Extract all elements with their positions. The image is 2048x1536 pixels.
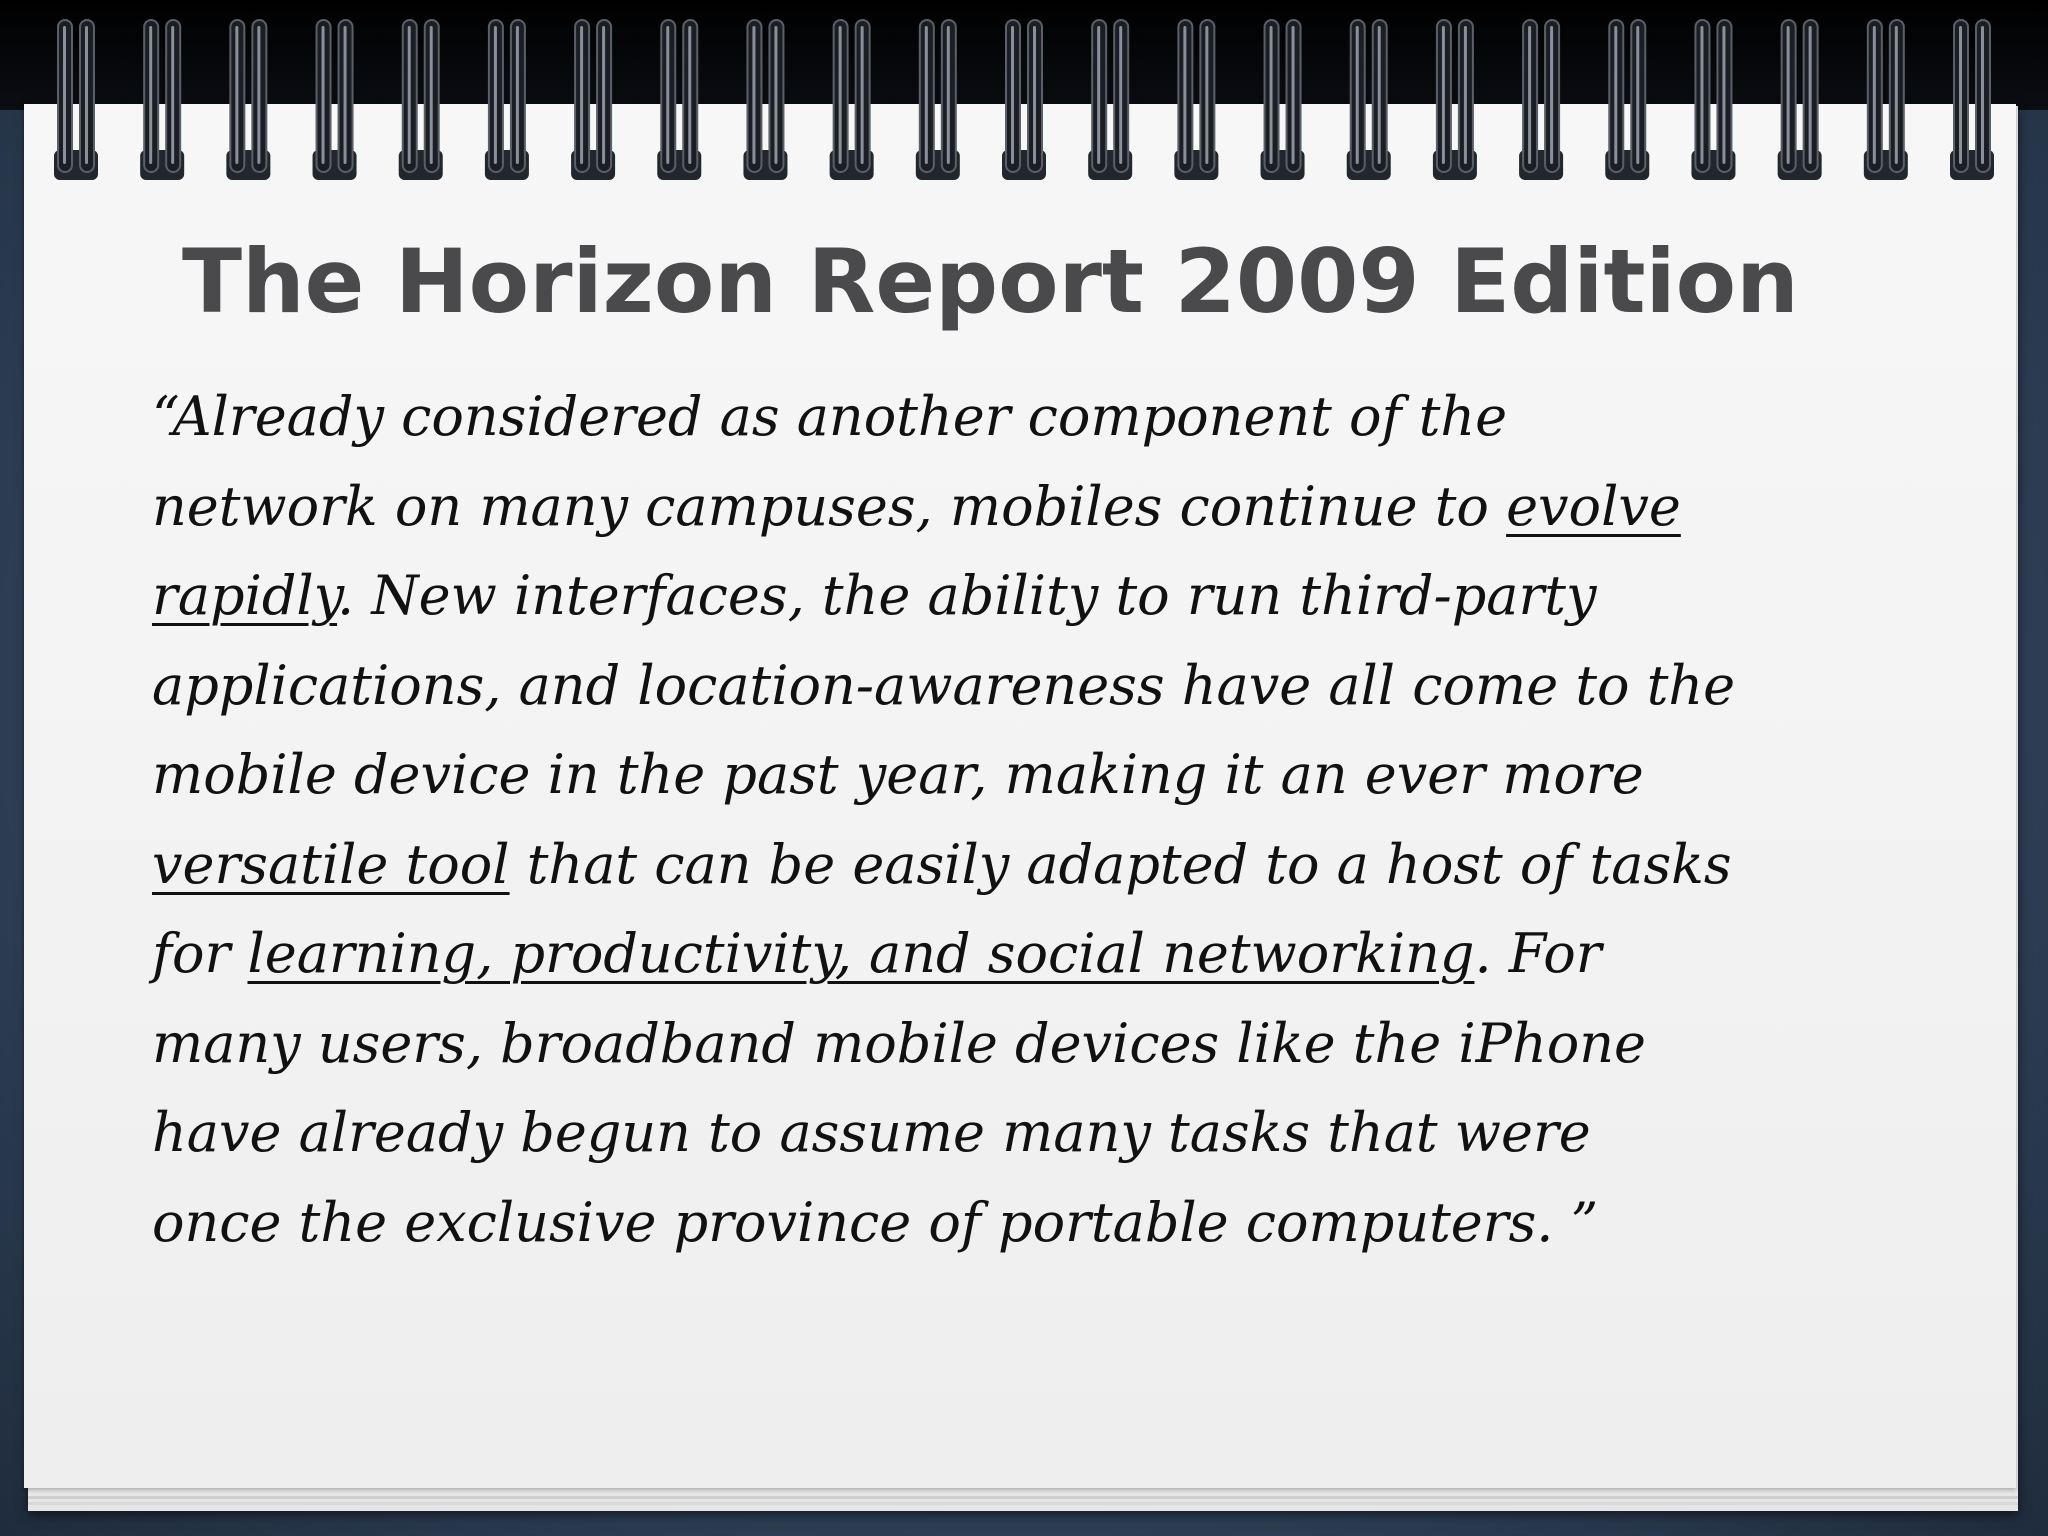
- binding-ring-icon: [571, 20, 615, 180]
- quote-text: have already begun to assume many tasks that were: [152, 1101, 1591, 1164]
- binding-ring-icon: [1519, 20, 1563, 180]
- quote-text: . For: [1474, 922, 1602, 985]
- quote-text: for: [152, 922, 248, 985]
- binding-ring-icon: [485, 20, 529, 180]
- quote-text: once the exclusive province of portable computers. ”: [152, 1190, 1599, 1254]
- binding-ring-icon: [226, 20, 270, 180]
- quote-text: mobile device in the past year, making it an ever more: [152, 743, 1644, 806]
- binding-ring-icon: [1002, 20, 1046, 180]
- quote-body: [152, 372, 1952, 1267]
- quote-line: [152, 1178, 1952, 1268]
- binding-ring-icon: [1174, 20, 1218, 180]
- underlined-phrase: evolve: [1506, 474, 1681, 538]
- underlined-phrase: versatile tool: [152, 832, 510, 896]
- binding-ring-icon: [1605, 20, 1649, 180]
- quote-text: . New interfaces, the ability to run third-party: [337, 564, 1597, 627]
- quote-line: [152, 1088, 1952, 1178]
- quote-line: [152, 372, 1952, 462]
- quote-line: [152, 730, 1952, 820]
- binding-ring-icon: [916, 20, 960, 180]
- binding-ring-icon: [313, 20, 357, 180]
- quote-line: [152, 641, 1952, 731]
- binding-ring-icon: [1347, 20, 1391, 180]
- underlined-phrase: learning, productivity, and social networking: [247, 922, 1475, 985]
- quote-text: network on many campuses, mobiles continue to: [152, 474, 1507, 538]
- binding-ring-icon: [1261, 20, 1305, 180]
- quote-text: that can be easily adapted to a host of tasks: [509, 832, 1732, 896]
- binding-ring-icon: [1864, 20, 1908, 180]
- quote-line: [152, 820, 1952, 910]
- quote-line: [152, 909, 1952, 999]
- quote-text: applications, and location-awareness have all come to the: [152, 653, 1736, 717]
- binding-ring-icon: [1778, 20, 1822, 180]
- binding-ring-icon: [399, 20, 443, 180]
- binding-ring-icon: [657, 20, 701, 180]
- binding-ring-icon: [1433, 20, 1477, 180]
- quote-line: [152, 462, 1952, 552]
- spiral-binding-icon: [0, 0, 2048, 190]
- quote-line: [152, 999, 1952, 1089]
- binding-ring-icon: [1088, 20, 1132, 180]
- slide-title: The Horizon Report 2009 Edition: [182, 230, 1799, 333]
- quote-text: many users, broadband mobile devices like the iPhone: [152, 1011, 1647, 1075]
- underlined-phrase: rapidly: [152, 564, 338, 627]
- binding-ring-icon: [830, 20, 874, 180]
- quote-text: “Already considered as another component of the: [152, 385, 1508, 448]
- binding-ring-icon: [1950, 20, 1994, 180]
- binding-ring-icon: [743, 20, 787, 180]
- binding-ring-icon: [1691, 20, 1735, 180]
- binding-ring-icon: [140, 20, 184, 180]
- binding-ring-icon: [54, 20, 98, 180]
- quote-line: [152, 551, 1952, 641]
